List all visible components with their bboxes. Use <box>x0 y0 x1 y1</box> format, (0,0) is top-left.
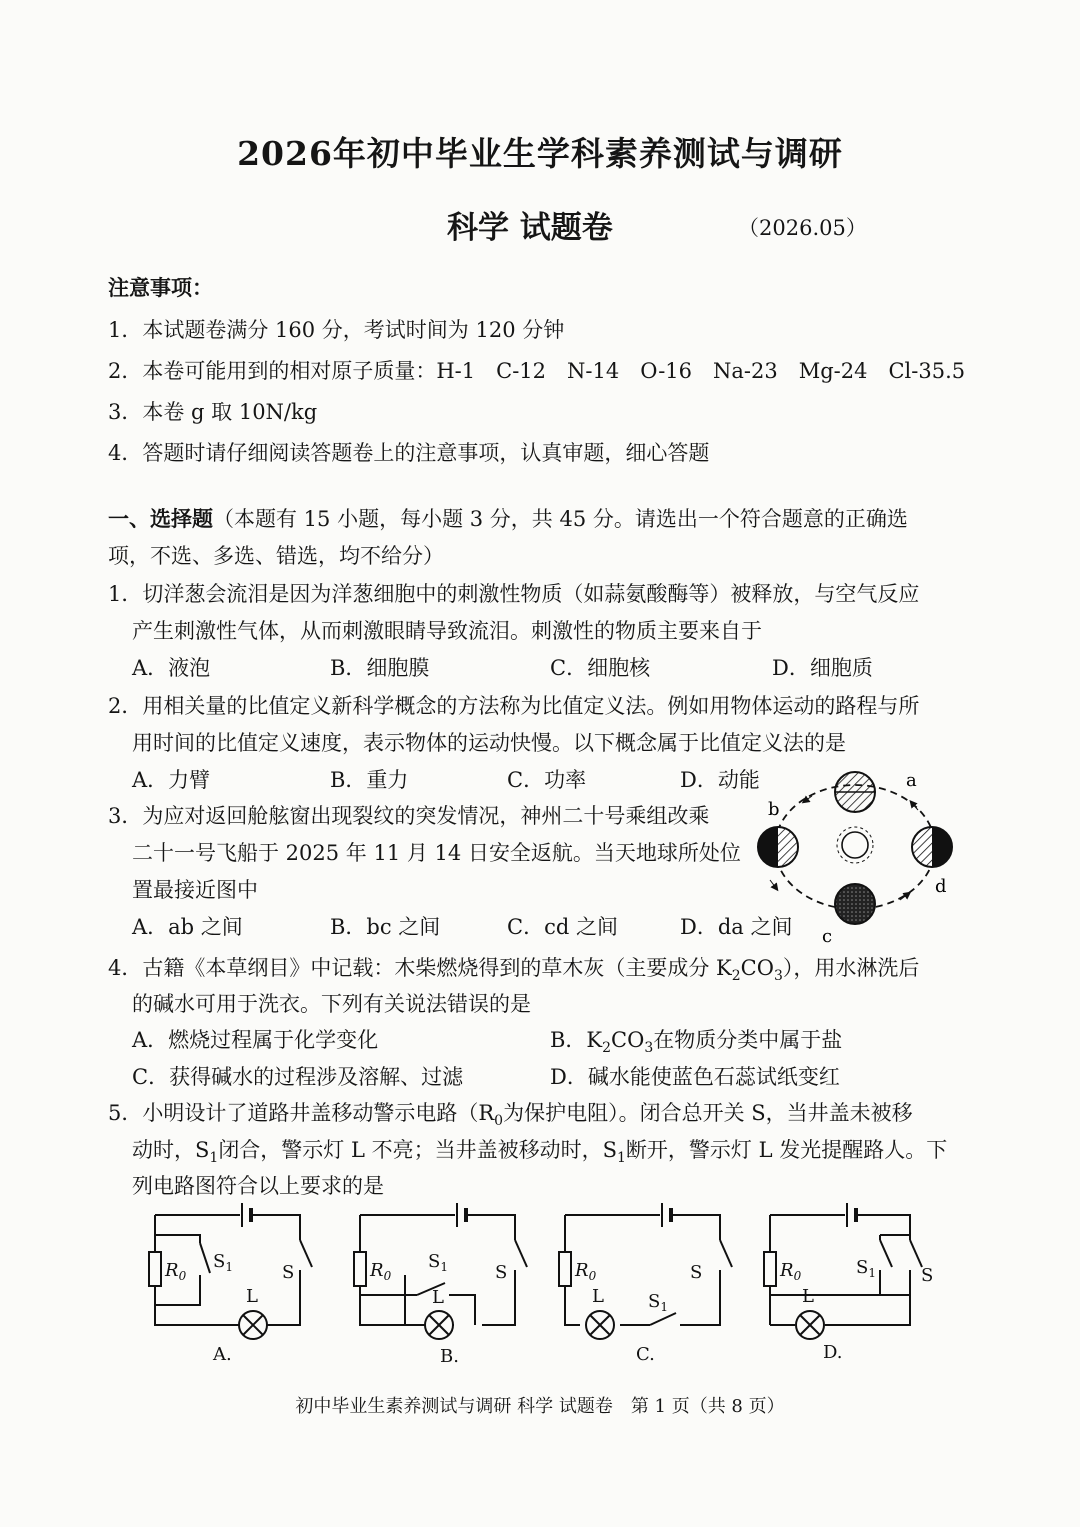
sun-icon <box>837 827 873 863</box>
circuit-d-s1-label: $S_1$ <box>856 1257 876 1280</box>
circuit-b-r-label: $R_0$ <box>370 1260 392 1283</box>
notice-heading: 注意事项： <box>108 275 213 300</box>
orbit-label-b: b <box>768 799 780 820</box>
q5-text: 为保护电阻）。闭合总开关 S，当井盖未被移 <box>503 1101 913 1125</box>
q1-option-a: A．液泡 <box>132 656 211 680</box>
section-desc-2: 项，不选、多选、错选，均不给分） <box>108 544 444 568</box>
notice-item-3: 3．本卷 g 取 10N/kg <box>108 400 318 424</box>
circuit-a-s1-label: $S_1$ <box>213 1251 233 1274</box>
earth-d-icon <box>912 827 952 867</box>
q1-line-2: 产生刺激性气体，从而刺激眼睛导致流泪。刺激性的物质主要来自于 <box>132 619 762 643</box>
q1-option-c: C．细胞核 <box>550 656 651 680</box>
q4-sub: 2 <box>602 1040 612 1057</box>
q4-line-2: 的碱水可用于洗衣。下列有关说法错误的是 <box>132 992 531 1016</box>
q4-option-c: C．获得碱水的过程涉及溶解、过滤 <box>132 1065 464 1089</box>
notice-item-1: 1．本试题卷满分 160 分，考试时间为 120 分钟 <box>108 318 565 342</box>
circuit-c-option-label: C. <box>636 1344 655 1365</box>
q5-sub: 0 <box>494 1113 504 1130</box>
q5-text: 断开，警示灯 L 发光提醒路人。下 <box>625 1138 948 1162</box>
section-desc: （本题有 15 小题，每小题 3 分，共 45 分。请选出一个符合题意的正确选 <box>213 507 908 531</box>
orbit-arrow <box>770 880 776 888</box>
circuit-d-l-label: L <box>802 1286 814 1307</box>
circuit-a-s-label: S <box>282 1262 295 1283</box>
q5-text: 动时，S <box>132 1138 210 1162</box>
q1-option-d: D．细胞质 <box>772 656 873 680</box>
orbit-label-c: c <box>822 926 833 947</box>
q2-line-1: 2．用相关量的比值定义新科学概念的方法称为比值定义法。例如用物体运动的路程与所 <box>108 694 920 718</box>
q5-line-3: 列电路图符合以上要求的是 <box>132 1174 384 1198</box>
orbit-figure <box>750 770 970 950</box>
orbit-arrow <box>805 796 812 801</box>
q4-line-1 <box>108 952 919 984</box>
q5-line-2 <box>132 1134 947 1166</box>
circuit-d-s-label: S <box>921 1265 934 1286</box>
notice-item-4: 4．答题时请仔细阅读答题卷上的注意事项，认真审题，细心答题 <box>108 441 710 465</box>
q5-line-1 <box>108 1097 913 1129</box>
q4-option-b-text: B．K <box>550 1028 603 1052</box>
q2-option-d: D．动能 <box>680 768 760 792</box>
q4-text-b: CO <box>740 956 774 980</box>
q3-option-c: C．cd 之间 <box>507 915 618 939</box>
exam-date: （2026.05） <box>738 216 867 240</box>
exam-title: 2026年初中毕业生学科素养测试与调研 <box>237 134 843 173</box>
section-title: 一、选择题 <box>108 506 213 531</box>
orbit-arrow <box>912 803 918 810</box>
q5-sub: 1 <box>209 1150 219 1167</box>
q2-option-c: C．功率 <box>507 768 587 792</box>
q4-sub: 3 <box>773 968 783 985</box>
circuit-a-option-label: A. <box>213 1344 232 1365</box>
orbit-label-d: d <box>935 876 947 897</box>
q4-sub: 3 <box>644 1040 654 1057</box>
orbit-label-a: a <box>906 770 917 791</box>
q2-line-2: 用时间的比值定义速度，表示物体的运动快慢。以下概念属于比值定义法的是 <box>132 731 846 755</box>
circuit-a-l-label: L <box>246 1286 258 1307</box>
q4-text-a: 4．古籍《本草纲目》中记载：木柴燃烧得到的草木灰（主要成分 K <box>108 956 732 980</box>
circuit-diagrams <box>140 1195 960 1375</box>
exam-subtitle: 科学 试题卷 <box>447 210 613 246</box>
q3-option-d: D．da 之间 <box>680 915 793 939</box>
q4-option-b-text: 在物质分类中属于盐 <box>653 1028 843 1052</box>
earth-c-icon <box>835 884 875 924</box>
circuit-c-s1-label: $S_1$ <box>648 1291 668 1314</box>
q1-line-1: 1．切洋葱会流泪是因为洋葱细胞中的刺激性物质（如蒜氨酸酶等）被释放，与空气反应 <box>108 582 920 606</box>
circuit-c-l-label: L <box>592 1286 604 1307</box>
q3-option-a: A．ab 之间 <box>132 915 243 939</box>
section-heading <box>108 503 908 533</box>
q2-option-a: A．力臂 <box>132 768 211 792</box>
q4-sub: 2 <box>731 968 741 985</box>
circuit-b-l-label: L <box>432 1287 444 1308</box>
circuit-d-option-label: D. <box>823 1342 843 1363</box>
q4-option-a: A．燃烧过程属于化学变化 <box>132 1028 379 1052</box>
circuit-c-s-label: S <box>690 1262 703 1283</box>
q1-option-b: B．细胞膜 <box>330 656 430 680</box>
q5-text: 闭合，警示灯 L 不亮；当井盖被移动时，S <box>218 1138 617 1162</box>
q4-option-b-text: CO <box>611 1028 645 1052</box>
earth-b-icon <box>758 827 798 867</box>
q2-option-b: B．重力 <box>330 768 409 792</box>
q5-sub: 1 <box>617 1150 626 1167</box>
q3-line-1: 3．为应对返回舱舷窗出现裂纹的突发情况，神州二十号乘组改乘 <box>108 804 710 828</box>
page-footer: 初中毕业生素养测试与调研 科学 试题卷 第 1 页（共 8 页） <box>295 1396 785 1417</box>
circuit-a-r-label: $R_0$ <box>165 1260 187 1283</box>
notice-item-2: 2．本卷可能用到的相对原子质量：H-1 C-12 N-14 O-16 Na-23 Mg-24 Cl-35.5 <box>108 359 966 383</box>
q3-line-3: 置最接近图中 <box>132 878 258 902</box>
circuit-b-option-label: B. <box>440 1346 459 1367</box>
q4-option-b <box>550 1024 842 1056</box>
q3-option-b: B．bc 之间 <box>330 915 441 939</box>
circuit-b-s1-label: $S_1$ <box>428 1251 448 1274</box>
circuit-d-r-label: $R_0$ <box>780 1260 802 1283</box>
earth-a-icon <box>835 772 875 812</box>
q3-line-2: 二十一号飞船于 2025 年 11 月 14 日安全返航。当天地球所处位 <box>132 841 741 865</box>
q4-option-d: D．碱水能使蓝色石蕊试纸变红 <box>550 1065 840 1089</box>
circuit-c-r-label: $R_0$ <box>575 1260 597 1283</box>
q5-text: 5．小明设计了道路井盖移动警示电路（R <box>108 1101 495 1125</box>
circuit-b-s-label: S <box>495 1262 508 1283</box>
q4-text-c: ），用水淋洗后 <box>782 956 920 980</box>
